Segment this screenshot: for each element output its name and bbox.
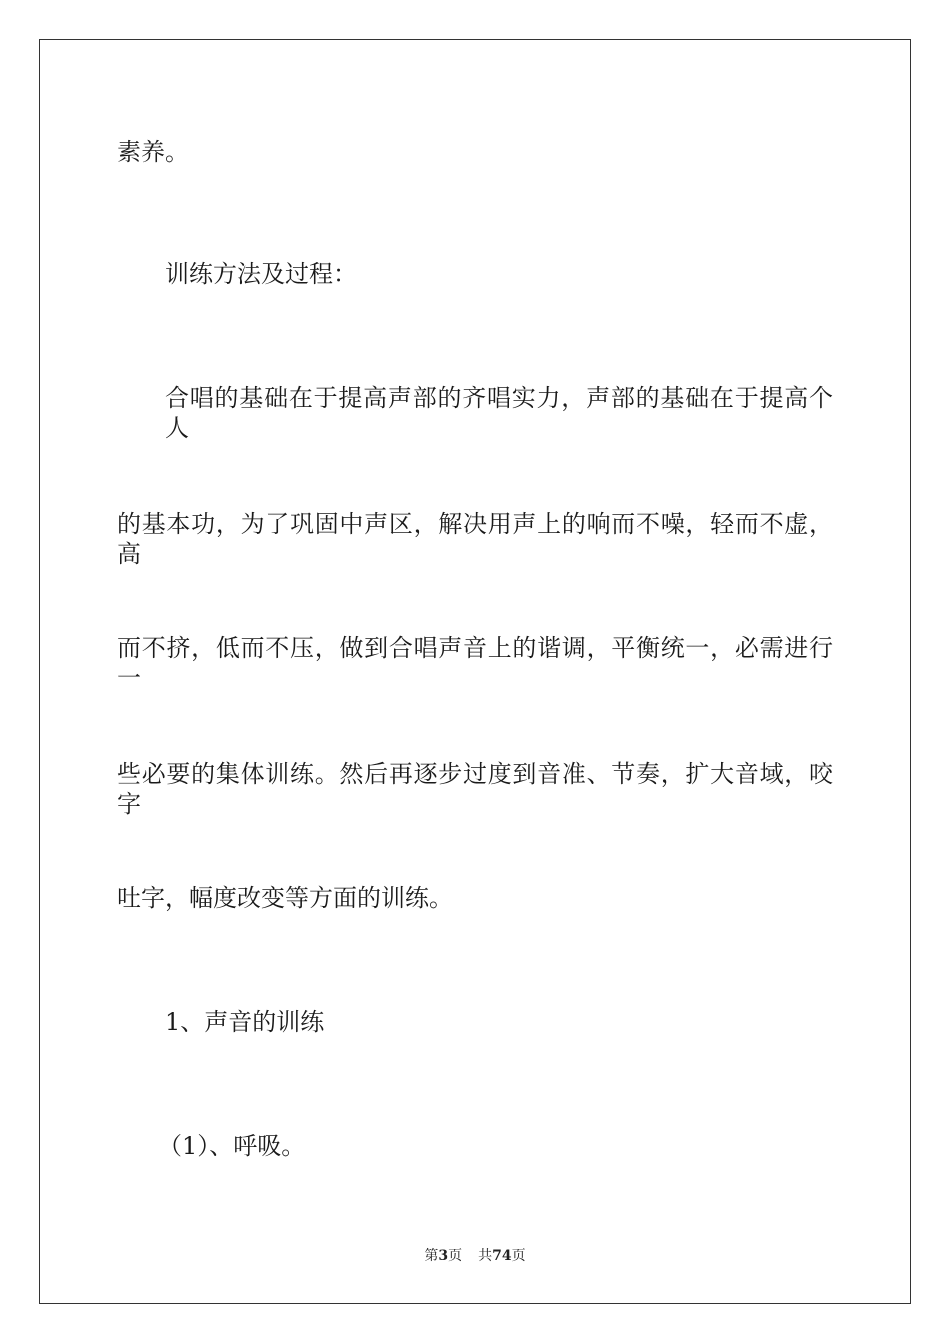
paragraph-line-4: 些必要的集体训练。然后再逐步过度到音准、节奏，扩大音域，咬字 (117, 760, 833, 818)
footer-total-suffix: 页 (511, 1248, 526, 1264)
footer-page-prefix: 第 (424, 1248, 439, 1264)
footer-page-number: 3 (438, 1248, 449, 1264)
subsection-heading: 1、声音的训练 (165, 1008, 325, 1036)
paragraph-line-2: 的基本功，为了巩固中声区，解决用声上的响而不噪，轻而不虚，高 (117, 510, 833, 568)
footer-page-suffix: 页 (448, 1248, 463, 1264)
text-line-1: 素养。 (117, 138, 189, 166)
footer-total-prefix: 共 (478, 1248, 493, 1264)
paragraph-line-1: 合唱的基础在于提高声部的齐唱实力，声部的基础在于提高个人 (165, 384, 833, 442)
footer-total-pages: 74 (492, 1248, 512, 1264)
section-heading: 训练方法及过程： (165, 260, 357, 288)
paragraph-line-3: 而不挤，低而不压，做到合唱声音上的谐调，平衡统一，必需进行一 (117, 634, 833, 692)
page-footer (0, 1247, 950, 1265)
list-item-breathing: （1）、呼吸。 (158, 1132, 306, 1160)
paragraph-line-5: 吐字，幅度改变等方面的训练。 (117, 884, 453, 912)
